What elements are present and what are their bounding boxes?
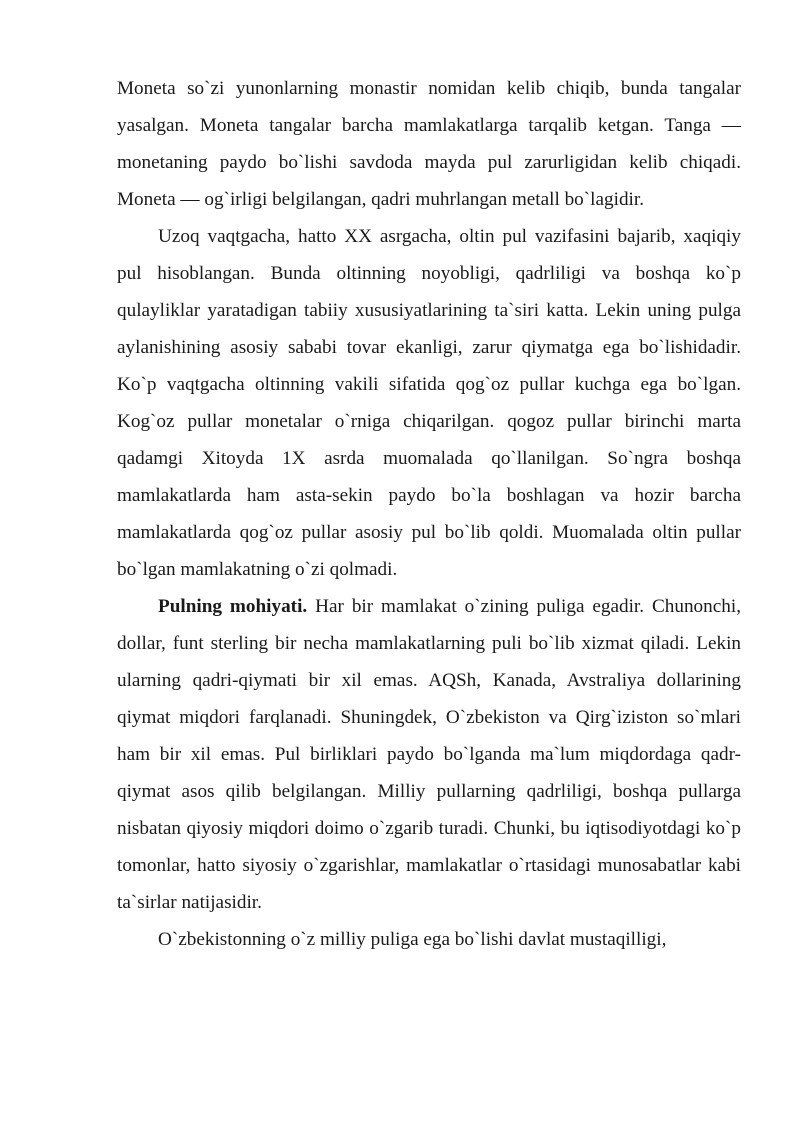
paragraph-heading: Pulning mohiyati.: [158, 596, 308, 617]
paragraph-national-currency: [117, 921, 741, 958]
paragraph-money-essence: [117, 588, 741, 921]
paragraph-text: O`zbekistonning o`z milliy puliga ega bo`lishi davlat mustaqilligi,: [158, 929, 667, 950]
paragraph-text: Uzoq vaqtgacha, hatto XX asrgacha, oltin pul vazifasini bajarib, xaqiqiy pul hisoblangan. Bunda oltinning noyobligi, qadrliligi va boshqa ko`p qulayliklar yaratadigan tabiiy xususiyatlarining ta`siri katta. Lekin uning pulga aylanishining asosiy sababi tovar ekanligi, zarur qiymatga ega bo`lishidadir. Ko`p vaqtgacha oltinning vakili sifatida qog`oz pullar kuchga ega bo`lgan. Kog`oz pullar monetalar o`rniga chiqarilgan. qogoz pullar birinchi marta qadamgi Xitoyda 1X asrda muomalada qo`llanilgan. So`ngra boshqa mamlakatlarda ham asta-sekin paydo bo`la boshlagan va hozir barcha mamlakatlarda qog`oz pullar asosiy pul bo`lib qoldi. Muomalada oltin pullar bo`lgan mamlakatning o`zi qolmadi.: [117, 226, 741, 580]
paragraph-text: Moneta so`zi yunonlarning monastir nomidan kelib chiqib, bunda tangalar yasalgan. Moneta tangalar barcha mamlakatlarga tarqalib ketgan. Tanga — monetaning paydo bo`lishi savdoda mayda pul zarurligidan kelib chiqadi. Moneta — og`irligi belgilangan, qadri muhrlangan metall bo`lagidir.: [117, 78, 741, 210]
document-page: [117, 70, 741, 958]
paragraph-gold-money: [117, 218, 741, 588]
paragraph-moneta: [117, 70, 741, 218]
paragraph-text: Har bir mamlakat o`zining puliga egadir. Chunonchi, dollar, funt sterling bir necha mamlakatlarning puli bo`lib xizmat qiladi. Lekin ularning qadri-qiymati bir xil emas. AQSh, Kanada, Avstraliya dollarining qiymat miqdori farqlanadi. Shuningdek, O`zbekiston va Qirg`iziston so`mlari ham bir xil emas. Pul birliklari paydo bo`lganda ma`lum miqdordaga qadr-qiymat asos qilib belgilangan. Milliy pullarning qadrliligi, boshqa pullarga nisbatan qiyosiy miqdori doimo o`zgarib turadi. Chunki, bu iqtisodiyotdagi ko`p tomonlar, hatto siyosiy o`zgarishlar, mamlakatlar o`rtasidagi munosabatlar kabi ta`sirlar natijasidir.: [117, 596, 741, 913]
